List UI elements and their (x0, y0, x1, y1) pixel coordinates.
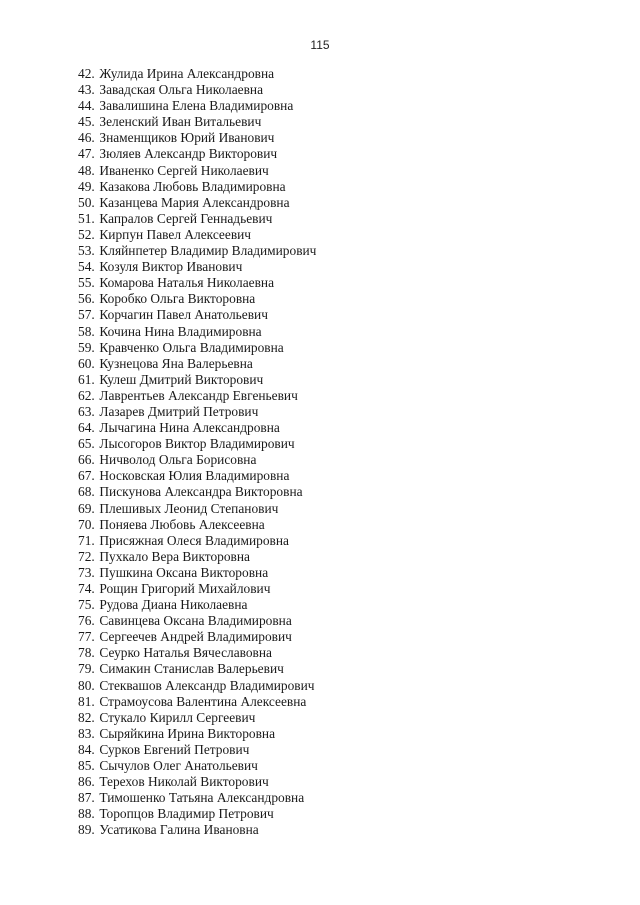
list-item (78, 468, 316, 484)
list-item-number: 45. (78, 114, 95, 130)
list-item-number: 58. (78, 323, 95, 339)
list-item (78, 484, 316, 500)
list-item-name: Савинцева Оксана Владимировна (99, 613, 292, 629)
list-item-number: 57. (78, 307, 95, 323)
list-item-name: Кулеш Дмитрий Викторович (99, 371, 264, 387)
list-item (78, 726, 316, 742)
list-item-number: 42. (78, 66, 95, 81)
list-item-name: Завадская Ольга Николаевна (99, 82, 264, 98)
list-item-name: Терехов Николай Викторович (99, 774, 269, 790)
list-item (78, 774, 316, 790)
list-item-name: Коробко Ольга Викторовна (99, 291, 256, 307)
list-item-name: Лазарев Дмитрий Петрович (99, 403, 259, 419)
list-item (78, 517, 316, 533)
list-item-number: 78. (78, 645, 95, 661)
list-item (78, 340, 316, 356)
list-item-number: 66. (78, 452, 95, 468)
list-item-number: 69. (78, 500, 95, 516)
list-item-name: Стеквашов Александр Владимирович (99, 677, 315, 693)
list-item-number: 83. (78, 725, 95, 741)
list-item-number: 60. (78, 355, 95, 371)
list-item-name: Ничволод Ольга Борисовна (99, 452, 257, 468)
list-item-name: Зюляев Александр Викторович (99, 146, 278, 162)
list-item (78, 195, 316, 211)
list-item-name: Присяжная Олеся Владимировна (99, 532, 289, 548)
list-item-number: 71. (78, 532, 95, 548)
list-item (78, 694, 316, 710)
list-item-name: Стукало Кирилл Сергеевич (99, 709, 256, 725)
list-item (78, 549, 316, 565)
list-item-number: 70. (78, 516, 95, 532)
list-item (78, 356, 316, 372)
list-item-name: Козуля Виктор Иванович (99, 259, 243, 275)
list-item-number: 72. (78, 548, 95, 564)
list-item-name: Капралов Сергей Геннадьевич (99, 210, 273, 226)
list-item (78, 645, 316, 661)
list-item-number: 88. (78, 806, 95, 822)
list-item (78, 114, 316, 130)
list-item (78, 661, 316, 677)
list-item (78, 275, 316, 291)
list-item (78, 227, 316, 243)
list-item-name: Сеурко Наталья Вячеславовна (99, 645, 272, 661)
list-item-number: 49. (78, 178, 95, 194)
list-item-name: Пискунова Александра Викторовна (99, 484, 303, 500)
list-item-name: Корчагин Павел Анатольевич (99, 307, 268, 323)
list-item-number: 43. (78, 82, 95, 98)
list-item-number: 67. (78, 468, 95, 484)
list-item-name: Торопцов Владимир Петрович (99, 806, 274, 822)
list-item-number: 76. (78, 613, 95, 629)
list-item-number: 86. (78, 774, 95, 790)
list-item-name: Поняева Любовь Алексеевна (99, 516, 265, 532)
list-item-number: 81. (78, 693, 95, 709)
list-item-name: Носковская Юлия Владимировна (99, 468, 290, 484)
list-item-name: Жулида Ирина Александровна (99, 66, 275, 81)
list-item-number: 47. (78, 146, 95, 162)
list-item (78, 597, 316, 613)
name-list (78, 66, 316, 839)
list-item (78, 388, 316, 404)
list-item (78, 806, 316, 822)
list-item-name: Лысогоров Виктор Владимирович (99, 436, 295, 452)
list-item-number: 73. (78, 564, 95, 580)
list-item (78, 629, 316, 645)
list-item-name: Кочина Нина Владимировна (99, 323, 262, 339)
list-item (78, 211, 316, 227)
list-item-name: Страмоусова Валентина Алексеевна (99, 693, 307, 709)
list-item-name: Симакин Станислав Валерьевич (99, 661, 284, 677)
list-item (78, 98, 316, 114)
list-item (78, 243, 316, 259)
list-item (78, 436, 316, 452)
list-item (78, 420, 316, 436)
list-item-name: Казакова Любовь Владимировна (99, 178, 286, 194)
list-item (78, 822, 316, 838)
list-item (78, 678, 316, 694)
list-item-name: Зеленский Иван Витальевич (99, 114, 262, 130)
list-item (78, 324, 316, 340)
list-item-name: Комарова Наталья Николаевна (99, 275, 275, 291)
list-item (78, 130, 316, 146)
list-item-number: 59. (78, 339, 95, 355)
list-item (78, 790, 316, 806)
list-item-number: 51. (78, 210, 95, 226)
list-item (78, 742, 316, 758)
list-item (78, 66, 316, 82)
list-item-name: Знаменщиков Юрий Иванович (99, 130, 275, 146)
list-item-name: Рощин Григорий Михайлович (99, 581, 271, 596)
list-item-number: 55. (78, 275, 95, 291)
list-item (78, 291, 316, 307)
list-item-number: 53. (78, 243, 95, 259)
list-item-name: Тимошенко Татьяна Александровна (99, 790, 305, 806)
list-item-name: Пушкина Оксана Викторовна (99, 564, 269, 580)
list-item (78, 613, 316, 629)
list-item-number: 82. (78, 709, 95, 725)
list-item-name: Сурков Евгений Петрович (99, 741, 250, 757)
list-item-name: Кузнецова Яна Валерьевна (99, 355, 253, 371)
list-item-number: 84. (78, 741, 95, 757)
list-item-name: Иваненко Сергей Николаевич (99, 162, 269, 178)
list-item (78, 372, 316, 388)
list-item-number: 54. (78, 259, 95, 275)
list-item (78, 404, 316, 420)
list-item-name: Лаврентьев Александр Евгеньевич (99, 387, 298, 403)
list-item (78, 565, 316, 581)
list-item (78, 179, 316, 195)
list-item-number: 79. (78, 661, 95, 677)
list-item-name: Сычулов Олег Анатольевич (99, 758, 258, 774)
list-item (78, 163, 316, 179)
list-item (78, 501, 316, 517)
list-item (78, 581, 316, 597)
list-item (78, 758, 316, 774)
list-item-number: 46. (78, 130, 95, 146)
list-item-number: 50. (78, 194, 95, 210)
list-item-name: Сыряйкина Ирина Викторовна (99, 725, 276, 741)
list-item-number: 62. (78, 387, 95, 403)
list-item-number: 80. (78, 677, 95, 693)
list-item-number: 77. (78, 629, 95, 645)
list-item-name: Кляйнпетер Владимир Владимирович (99, 243, 317, 259)
list-item-name: Кравченко Ольга Владимировна (99, 339, 284, 355)
list-item-number: 68. (78, 484, 95, 500)
list-item-number: 52. (78, 226, 95, 242)
list-item-name: Кирпун Павел Алексеевич (99, 226, 252, 242)
list-item-name: Пухкало Вера Викторовна (99, 548, 250, 564)
list-item-number: 64. (78, 420, 95, 436)
list-item-name: Завалишина Елена Владимировна (99, 98, 294, 114)
page-number: 115 (310, 38, 330, 52)
list-item-number: 74. (78, 581, 95, 596)
list-item-name: Лычагина Нина Александровна (99, 420, 280, 436)
list-item-name: Сергеечев Андрей Владимирович (99, 629, 292, 645)
list-item (78, 146, 316, 162)
list-item-name: Рудова Диана Николаевна (99, 597, 248, 613)
list-item-number: 85. (78, 758, 95, 774)
list-item-name: Плешивых Леонид Степанович (99, 500, 279, 516)
list-item-number: 48. (78, 162, 95, 178)
list-item (78, 307, 316, 323)
list-item (78, 533, 316, 549)
list-item-number: 87. (78, 790, 95, 806)
list-item-name: Казанцева Мария Александровна (99, 194, 290, 210)
list-item (78, 82, 316, 98)
list-item-number: 61. (78, 371, 95, 387)
list-item-number: 44. (78, 98, 95, 114)
list-item-number: 63. (78, 403, 95, 419)
list-item (78, 710, 316, 726)
list-item (78, 452, 316, 468)
list-item-number: 65. (78, 436, 95, 452)
list-item (78, 259, 316, 275)
list-item-number: 75. (78, 597, 95, 613)
list-item-number: 56. (78, 291, 95, 307)
list-item-name: Усатикова Галина Ивановна (99, 822, 259, 838)
list-item-number: 89. (78, 822, 95, 838)
